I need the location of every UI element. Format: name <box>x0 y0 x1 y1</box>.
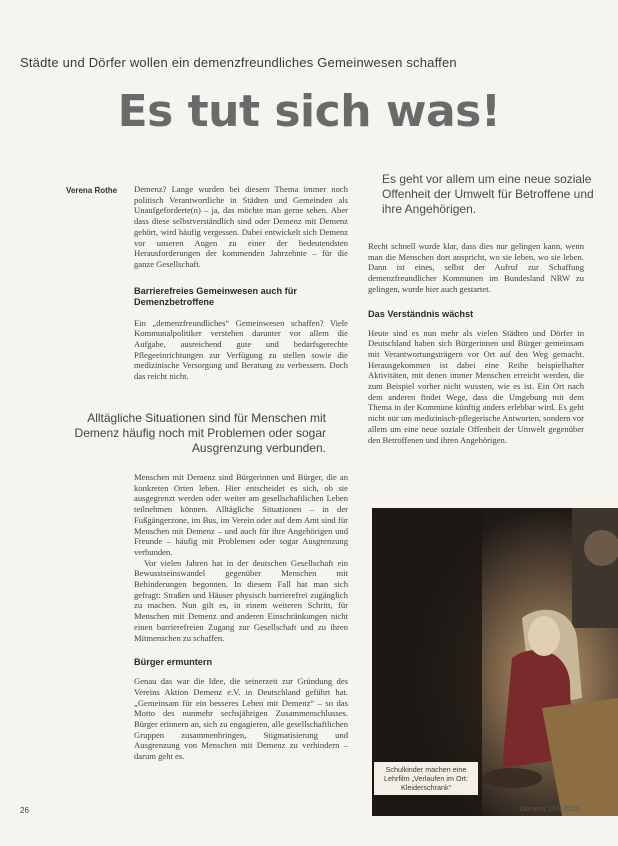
intro-paragraph: Demenz? Lange wurden bei diesem Thema immer noch politisch Verantwortliche in Städten und Gemeinden als Unaufgeforderte(n) – ja, das möchte man gerne sehen. Aber dass diese selbstverständlich sind oder Demenz mit Demenz gehört, wird häufig vergessen. Dabei entwickelt sich Demenz vor unseren Augen zu einer der bedeutendsten Herausforderungen der kommenden Jahrzehnte – für die ganze Gesellschaft. <box>134 184 348 269</box>
publication-reference: Demenz 1/09.2010 <box>520 806 580 813</box>
paragraph-5: Recht schnell wurde klar, dass dies nur gelingen kann, wenn man die Menschen dort anspricht, wo sie leben, wo sie leben. Dann ist eines, selbst der Aufruf zur Schaffung demenzfreundlicher Kommunen im Bundesland NRW zu gelingen, wurde hier auch gestartet. <box>368 241 584 294</box>
subhead-barrierefrei: Barrierefreies Gemeinwesen auch für Demenzbetroffene <box>134 285 297 307</box>
pull-quote-left: Alltägliche Situationen sind für Menschen mit Demenz häufig noch mit Problemen oder sogar Ausgrenzung verbunden. <box>74 411 326 455</box>
photo-caption: Schulkinder machen eine Lehrfilm „Verlaufen im Ort: Kleiderschrank“ <box>374 762 478 795</box>
article-headline: Es tut sich was! <box>117 86 501 137</box>
subhead-buerger: Bürger ermuntern <box>134 657 213 668</box>
column-left-top <box>134 184 348 382</box>
paragraph-1: Ein „demenzfreundliches“ Gemeinwesen schaffen? Viele Kommunalpolitiker verstehen darunter vor allem die Aufgabe, ausreichend gute und bedarfsgerechte Pflegeeinrichtungen zur Verfügung zu stellen sowie die medizinische Versorgung und Beratung zu verbessern. Doch das reicht nicht. <box>134 317 348 382</box>
paragraph-4: Genau das war die Idee, die seinerzeit zur Gründung des Vereins Aktion Demenz e.V. in Deutschland geführt hat. „Gemeinsam für ein besseres Leben mit Demenz“ – so das Motto des nunmehr sechsjährigen Zusammenschlusses. Bürger erinnern an, sich zu engagieren, alle gesellschaftlichen Gruppen zusammenbringen, Stigmatisierung und Ausgrenzung von Menschen mit Demenz zu verhindern – darum geht es. <box>134 676 348 762</box>
pull-quote-right: Es geht vor allem um eine neue soziale Offenheit der Umwelt für Betroffene und ihre Angehörigen. <box>382 172 594 216</box>
paragraph-2: Menschen mit Demenz sind Bürgerinnen und Bürger, die an konkreten Orten leben. Hier entscheidet es sich, ob sie ausgegrenzt werden oder weiter am gesellschaftlichen Leben teilnehmen können. Alltägliche Situationen – in der Fußgängerzone, im Bus, im Verein oder auf dem Amt sind für Menschen mit Demenz – und auch für ihre Angehörigen und Freunde – häufig mit Problemen oder sogar Ausgrenzung verbunden. <box>134 472 348 557</box>
subhead-verstaendnis: Das Verständnis wächst <box>368 308 474 319</box>
paragraph-6: Heute sind es nun mehr als vielen Städten und Dörfer in Deutschland haben sich Bürgerinnen und Bürger gemeinsam mit Verantwortungsträgern vor Ort auf den Weg gemacht. Herausgekommen ist dabei eine Reihe beispielhafter Aktivitäten, mit denen immer Menschen erreicht werden, die zum Beispiel vorher nicht wussten, wie es ist. Ein Ort nach dem anderen findet Wege, dass die Umgebung mit dem Thema in der Kommune künftig anders erlebbar wird. Es geht nicht nur um medizinisch-pflegerische Antworten, sondern vor allem um eine neue soziale Offenheit der Umwelt gegenüber den Betroffenen und ihren Angehörigen. <box>368 327 584 445</box>
article-kicker: Städte und Dörfer wollen ein demenzfreundliches Gemeinwesen schaffen <box>20 55 457 70</box>
paragraph-3: Vor vielen Jahren hat in der deutschen Gesellschaft ein Bewusstseinswandel gegenüber Menschen mit Behinderungen begonnen. In diesem Fall hat man sich gefragt: Straßen und Häuser physisch barrierefrei zugänglich zu machen. Nun gilt es, in einem weiteren Schritt, für Menschen mit Demenz und anderen Einschränkungen nicht einen barrierefreien Zugang zur Gesellschaft und zu ihren Mitmenschen zu schaffen. <box>134 557 348 643</box>
column-right <box>368 241 584 445</box>
author-name: Verena Rothe <box>66 186 118 195</box>
page-number: 26 <box>20 806 29 815</box>
column-left-bottom <box>134 472 348 762</box>
